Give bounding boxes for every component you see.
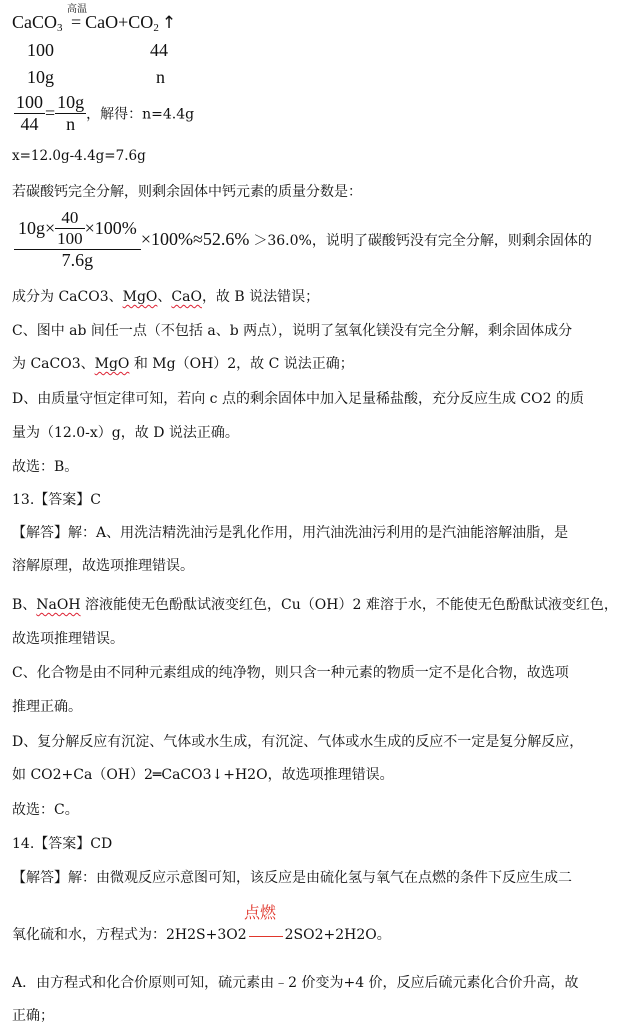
- ca-ratio-den: 100: [57, 229, 83, 248]
- equation-reactant: CaCO: [12, 12, 57, 32]
- option-c-text-2: 和 Mg（OH）2，故 C 说法正确；: [129, 356, 354, 372]
- q13-c-line-2: 推理正确。: [12, 699, 82, 715]
- q14-equation-products: 2SO2+2H2O。: [284, 927, 391, 943]
- calcium-fraction-result: ×100%≈52.6%: [140, 229, 250, 249]
- option-c-text-1: 为 CaCO3、: [12, 356, 95, 372]
- calcium-fraction: [14, 208, 592, 271]
- option-b-text-2: ，故 B 说法错误；: [201, 289, 320, 305]
- ratio-equation: [14, 92, 194, 135]
- q13-b-line-2: 故选项推理错误。: [12, 631, 124, 647]
- x-calculation: x=12.0g-4.4g=7.6g: [12, 148, 146, 164]
- option-c-line-2: [12, 353, 354, 373]
- option-b-separator: 、: [157, 289, 172, 305]
- q13-d-line-2: 如 CO2+Ca（OH）2═CaCO3↓+H2O，故选项推理错误。: [12, 767, 394, 783]
- fraction-right-den: n: [66, 114, 76, 134]
- ratio-solution: ，解得：n=4.4g: [86, 106, 195, 123]
- calcium-fraction-denominator: 7.6g: [61, 250, 94, 270]
- ratio-equals: =: [45, 103, 56, 123]
- mass-co2: n: [156, 67, 165, 87]
- q14-option-a-line-2: 正确；: [12, 1008, 54, 1024]
- equation-yield-line: [249, 936, 283, 937]
- answer-select-c: 故选：C。: [12, 802, 79, 818]
- equation-decomposition: [12, 12, 176, 34]
- mgo-term-c: MgO: [94, 356, 130, 372]
- q14-option-a-line-1: A．由方程式和化合价原则可知，硫元素由﹣2 价变为+4 价，反应后硫元素化合价升高，故: [12, 975, 579, 991]
- calcium-comparison: ＞36.0%，说明了碳酸钙没有完全分解，则剩余固体的: [253, 232, 592, 249]
- q13-b-text: 溶液能使无色酚酞试液变红色，Cu（OH）2 难溶于水，不能使无色酚酞试液变红色，: [80, 597, 618, 613]
- gas-arrow: ↑: [161, 13, 177, 33]
- q14-a-line-2: [12, 924, 391, 944]
- calcium-fraction-main: [14, 208, 141, 271]
- equation-products: CaO+CO: [85, 12, 154, 32]
- equation-equals: =: [71, 12, 82, 32]
- option-b-conclusion: [12, 286, 319, 306]
- q13-a-line-2: 溶解原理，故选项推理错误。: [12, 558, 194, 574]
- q13-b-prefix: B、: [12, 597, 37, 613]
- mass-caco3: 10g: [27, 67, 54, 87]
- q14-answer-heading: 14.【答案】CD: [12, 836, 113, 852]
- option-d-line-1: D、由质量守恒定律可知，若向 c 点的剩余固体中加入足量稀盐酸，充分反应生成 CO2 的质: [12, 391, 584, 407]
- mgo-term: MgO: [122, 289, 158, 305]
- option-b-text-1: 成分为 CaCO3、: [12, 289, 123, 305]
- q14-equation-reactants: 氧化硫和水，方程式为：2H2S+3O2: [12, 927, 247, 943]
- answer-select-b: 故选：B。: [12, 459, 79, 475]
- numerator-mass: 10g×: [18, 218, 56, 238]
- option-d-line-2: 量为（12.0-x）g，故 D 说法正确。: [12, 425, 239, 441]
- ignition-condition: 点燃: [244, 903, 277, 922]
- equation-products-sub: 2: [153, 22, 159, 34]
- ca-ratio-num: 40: [55, 208, 85, 229]
- q13-d-line-1: D、复分解反应有沉淀、气体或水生成，有沉淀、气体或水生成的反应不一定是复分解反应，: [12, 734, 584, 750]
- fraction-right-num: 10g: [57, 92, 85, 112]
- cao-term: CaO: [171, 289, 202, 305]
- q14-a-line-1: 【解答】解：由微观反应示意图可知，该反应是由硫化氢与氧气在点燃的条件下反应生成二: [12, 870, 572, 886]
- ca-ratio: [55, 208, 85, 249]
- reaction-condition: 高温: [67, 4, 87, 15]
- fraction-left-den: 44: [20, 114, 39, 134]
- fraction-left-num: 100: [16, 92, 43, 112]
- calcium-fraction-intro: 若碳酸钙完全分解，则剩余固体中钙元素的质量分数是：: [12, 184, 362, 200]
- calcium-fraction-numerator: [14, 208, 141, 250]
- naoh-term: NaOH: [36, 597, 81, 613]
- q13-c-line-1: C、化合物是由不同种元素组成的纯净物，则只含一种元素的物质一定不是化合物，故选项: [12, 665, 569, 681]
- molar-mass-caco3: 100: [27, 40, 54, 60]
- molar-mass-co2: 44: [150, 40, 168, 60]
- option-c-line-1: C、图中 ab 间任一点（不包括 a、b 两点），说明了氢氧化镁没有完全分解，剩余固体成分: [12, 323, 573, 339]
- numerator-percent: ×100%: [84, 218, 137, 238]
- q13-b-line-1: [12, 594, 618, 614]
- equation-reactant-sub: 3: [57, 22, 63, 34]
- q13-a-line-1: 【解答】解：A、用洗洁精洗油污是乳化作用，用汽油洗油污利用的是汽油能溶解油脂，是: [12, 525, 569, 541]
- fraction-right: [55, 92, 86, 135]
- fraction-left: [14, 92, 45, 135]
- q13-answer-heading: 13.【答案】C: [12, 492, 101, 508]
